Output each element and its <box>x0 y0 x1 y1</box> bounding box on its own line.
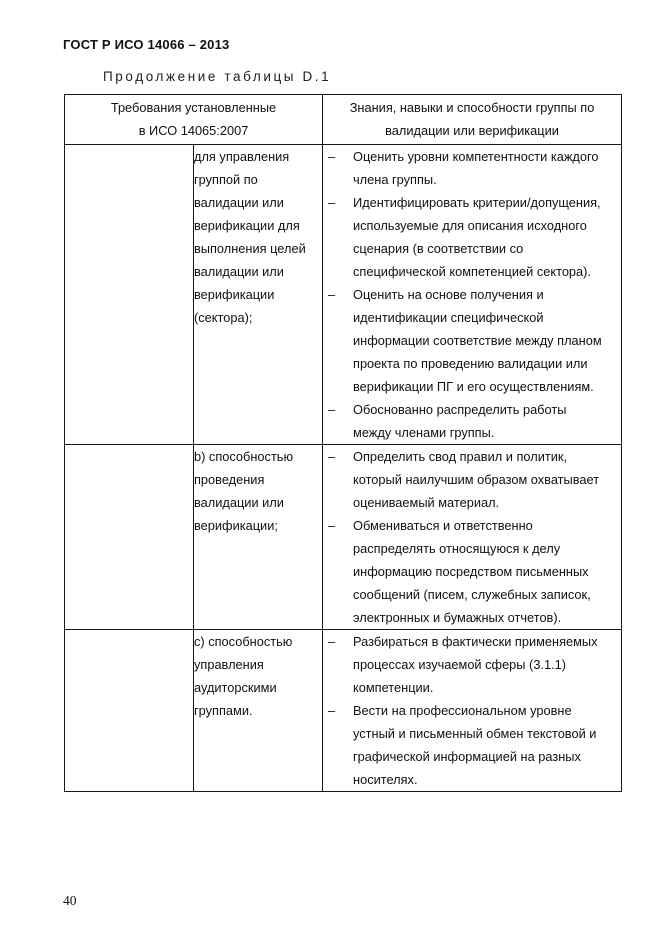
knowledge-list <box>323 445 621 629</box>
bullet-dash: – <box>328 287 336 302</box>
knowledge-item <box>323 630 621 699</box>
knowledge-text: Определить свод правил и политик, который наилучшим образом охватывает оцениваемый материал. <box>353 449 600 510</box>
knowledge-text: Оценить на основе получения и идентификации специфической информации соответствие между планом проекта по проведению валидации или верификации ПГ и его осуществлениям. <box>353 287 602 394</box>
knowledge-item <box>323 191 621 283</box>
knowledge-item <box>323 445 621 514</box>
knowledge-cell <box>323 145 622 445</box>
table-row <box>65 445 622 630</box>
requirements-table <box>64 94 622 792</box>
bullet-dash: – <box>328 149 336 164</box>
knowledge-text: Вести на профессиональном уровне устный и письменный обмен текстовой и графической информацией на разных носителях. <box>353 703 597 787</box>
table-caption: Продолжение таблицы D.1 <box>103 69 332 84</box>
table-header-row <box>65 95 622 145</box>
bullet-dash: – <box>328 634 336 649</box>
knowledge-text: Обмениваться и ответственно распределять относящуюся к делу информацию посредством письменных сообщений (писем, служебных записок, электронных и бумажных отчетов). <box>353 518 591 625</box>
knowledge-item <box>323 283 621 398</box>
requirement-cell: для управления группой по валидации или верификации для выполнения целей валидации или верификации (сектора); <box>194 145 323 445</box>
table-row <box>65 630 622 792</box>
knowledge-item <box>323 514 621 629</box>
bullet-dash: – <box>328 195 336 210</box>
bullet-dash: – <box>328 518 336 533</box>
bullet-dash: – <box>328 449 336 464</box>
knowledge-list <box>323 630 621 791</box>
knowledge-text: Обоснованно распределить работы между членами группы. <box>353 402 567 440</box>
bullet-dash: – <box>328 703 336 718</box>
knowledge-cell <box>323 445 622 630</box>
knowledge-item <box>323 145 621 191</box>
bullet-dash: – <box>328 402 336 417</box>
header-requirements: Требования установленные в ИСО 14065:2007 <box>65 95 323 145</box>
knowledge-text: Идентифицировать критерии/допущения, используемые для описания исходного сценария (в соответствии со специфической компетенцией сектора). <box>353 195 601 279</box>
requirement-cell: b) способностью проведения валидации или верификации; <box>194 445 323 630</box>
requirement-cell: c) способностью управления аудиторскими группами. <box>194 630 323 792</box>
knowledge-text: Оценить уровни компетентности каждого члена группы. <box>353 149 599 187</box>
header-knowledge: Знания, навыки и способности группы по валидации или верификации <box>323 95 622 145</box>
knowledge-item <box>323 699 621 791</box>
page-number: 40 <box>63 893 77 908</box>
knowledge-item <box>323 398 621 444</box>
document-code: ГОСТ Р ИСО 14066 – 2013 <box>63 37 230 52</box>
table-row <box>65 145 622 445</box>
empty-cell <box>65 445 194 630</box>
empty-cell <box>65 630 194 792</box>
empty-cell <box>65 145 194 445</box>
knowledge-cell <box>323 630 622 792</box>
knowledge-list <box>323 145 621 444</box>
knowledge-text: Разбираться в фактически применяемых процессах изучаемой сферы (3.1.1) компетенции. <box>353 634 598 695</box>
